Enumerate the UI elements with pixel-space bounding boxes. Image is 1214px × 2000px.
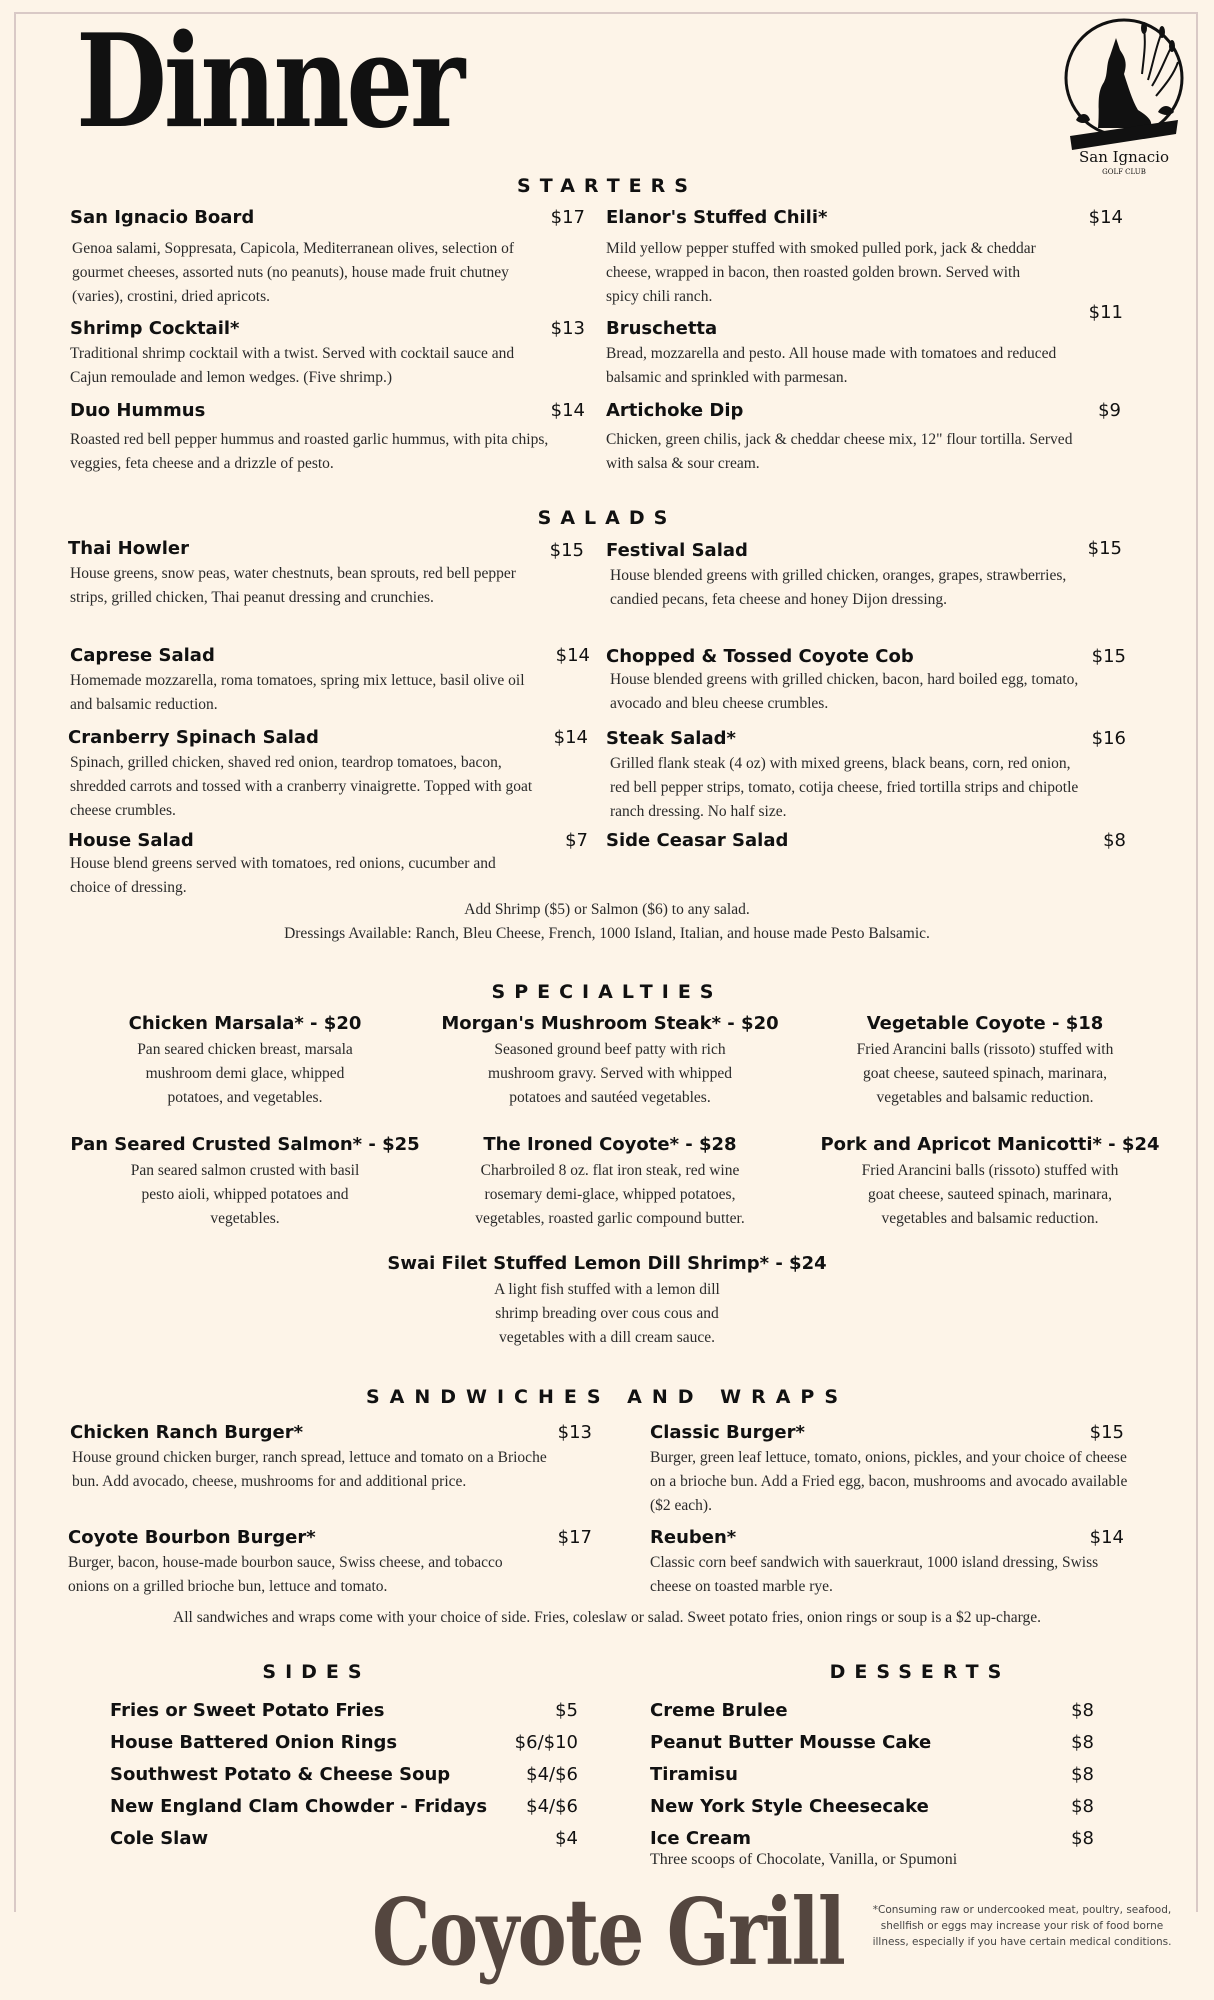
item-name: Peanut Butter Mousse Cake bbox=[650, 1732, 932, 1753]
item-description: House blended greens with grilled chicken, bacon, hard boiled egg, tomato, avocado and bleu cheese crumbles. bbox=[610, 671, 1079, 712]
svg-text:San Ignacio: San Ignacio bbox=[1078, 148, 1170, 166]
item-name: Reuben* bbox=[650, 1527, 737, 1548]
item-name: Creme Brulee bbox=[650, 1700, 788, 1721]
item-description: House ground chicken burger, ranch spread, lettuce and tomato on a Brioche bun. Add avocado, cheese, mushrooms for and additional price. bbox=[72, 1449, 547, 1490]
item-price: $6/$10 bbox=[514, 1732, 578, 1753]
specialty-item bbox=[357, 1253, 857, 1350]
item-description: House greens, snow peas, water chestnuts, bean sprouts, red bell pepper strips, grilled chicken, Thai peanut dressing and crunchies. bbox=[70, 565, 516, 606]
item-description: Chicken, green chilis, jack & cheddar cheese mix, 12" flour tortilla. Served with salsa & sour cream. bbox=[606, 431, 1073, 472]
item-name: Ice Cream bbox=[650, 1828, 752, 1849]
item-description: Grilled flank steak (4 oz) with mixed greens, black beans, corn, red onion, red bell pepper strips, tomato, cotija cheese, fried tortilla strips and chipotle ranch dressing. No half size. bbox=[610, 755, 1079, 820]
item-description: Burger, bacon, house-made bourbon sauce, Swiss cheese, and tobacco onions on a grilled brioche bun, lettuce and tomato. bbox=[68, 1554, 503, 1595]
specialty-item bbox=[815, 1013, 1155, 1110]
item-description: Burger, green leaf lettuce, tomato, onions, pickles, and your choice of cheese on a brioche bun. Add a Fried egg, bacon, mushrooms and avocado available ($2 each). bbox=[650, 1449, 1128, 1514]
section-heading-sides: SIDES bbox=[262, 1661, 371, 1683]
item-price: $5 bbox=[555, 1700, 578, 1721]
item-description: House blend greens served with tomatoes, red onions, cucumber and choice of dressing. bbox=[70, 855, 496, 896]
item-name: New York Style Cheesecake bbox=[650, 1796, 929, 1817]
item-description: A light fish stuffed with a lemon dill shrimp breading over cous cous and vegetables with a dill cream sauce. bbox=[494, 1281, 720, 1346]
item-price: $14 bbox=[1089, 1527, 1124, 1548]
item-name: Caprese Salad bbox=[70, 645, 215, 666]
item-name: Fries or Sweet Potato Fries bbox=[110, 1700, 385, 1721]
item-name: House Salad bbox=[68, 830, 194, 851]
section-heading-specialties: SPECIALTIES bbox=[491, 981, 723, 1003]
item-price: $15 bbox=[1091, 646, 1126, 667]
food-safety-disclaimer: *Consuming raw or undercooked meat, poultry, seafood, shellfish or eggs may increase your risk of food borne illness, especially if you have certain medical conditions. bbox=[872, 1904, 1172, 1948]
specialty-item bbox=[430, 1013, 790, 1110]
item-name: Vegetable Coyote - $18 bbox=[866, 1013, 1104, 1034]
item-price: $8 bbox=[1071, 1796, 1094, 1817]
item-name: Chicken Ranch Burger* bbox=[70, 1422, 304, 1443]
item-price: $4/$6 bbox=[526, 1796, 578, 1817]
item-price: $14 bbox=[1088, 207, 1123, 228]
item-description: Pan seared chicken breast, marsala mushroom demi glace, whipped potatoes, and vegetables. bbox=[137, 1041, 353, 1106]
item-price: $11 bbox=[1088, 302, 1123, 323]
item-name: Festival Salad bbox=[606, 540, 748, 561]
item-price: $17 bbox=[550, 207, 585, 228]
item-name: Chopped & Tossed Coyote Cob bbox=[606, 646, 914, 667]
svg-text:GOLF CLUB: GOLF CLUB bbox=[1102, 168, 1146, 176]
list-item bbox=[110, 1796, 578, 1828]
san-ignacio-logo bbox=[1058, 16, 1188, 176]
item-description: Pan seared salmon crusted with basil pesto aioli, whipped potatoes and vegetables. bbox=[130, 1162, 360, 1227]
item-name: Cole Slaw bbox=[110, 1828, 209, 1849]
item-price: $4/$6 bbox=[526, 1764, 578, 1785]
item-price: $14 bbox=[555, 645, 590, 666]
item-description: Bread, mozzarella and pesto. All house made with tomatoes and reduced balsamic and sprinkled with parmesan. bbox=[606, 345, 1057, 386]
item-name: Cranberry Spinach Salad bbox=[68, 727, 319, 748]
item-price: $15 bbox=[1087, 538, 1122, 559]
list-item bbox=[110, 1732, 578, 1764]
list-item bbox=[110, 1828, 578, 1860]
item-description: Roasted red bell pepper hummus and roasted garlic hummus, with pita chips, veggies, feta cheese and a drizzle of pesto. bbox=[70, 431, 549, 472]
list-item bbox=[650, 1732, 1094, 1764]
item-price: $9 bbox=[1098, 400, 1121, 421]
item-price: $8 bbox=[1071, 1764, 1094, 1785]
item-name: Pork and Apricot Manicotti* - $24 bbox=[820, 1134, 1160, 1155]
item-price: $17 bbox=[557, 1527, 592, 1548]
item-description: Three scoops of Chocolate, Vanilla, or Spumoni bbox=[650, 1851, 958, 1868]
item-price: $4 bbox=[555, 1828, 578, 1849]
item-price: $7 bbox=[565, 830, 588, 851]
item-name: Side Ceasar Salad bbox=[606, 830, 789, 851]
item-description: Fried Arancini balls (rissoto) stuffed with goat cheese, sauteed spinach, marinara, vegetables and balsamic reduction. bbox=[861, 1162, 1119, 1227]
item-name: Classic Burger* bbox=[650, 1422, 805, 1443]
specialty-item bbox=[815, 1134, 1165, 1231]
item-name: Steak Salad* bbox=[606, 728, 736, 749]
item-name: Elanor's Stuffed Chili* bbox=[606, 207, 828, 228]
item-price: $8 bbox=[1071, 1828, 1094, 1849]
item-description: Traditional shrimp cocktail with a twist. Served with cocktail sauce and Cajun remoulade and lemon wedges. (Five shrimp.) bbox=[70, 345, 515, 386]
list-item bbox=[110, 1764, 578, 1796]
item-name: The Ironed Coyote* - $28 bbox=[483, 1134, 737, 1155]
item-description: House blended greens with grilled chicken, oranges, grapes, strawberries, candied pecans, feta cheese and honey Dijon dressing. bbox=[610, 567, 1067, 608]
item-price: $15 bbox=[549, 540, 584, 561]
item-description: Charbroiled 8 oz. flat iron steak, red wine rosemary demi-glace, whipped potatoes, vegetables, roasted garlic compound butter. bbox=[475, 1162, 745, 1227]
list-item bbox=[110, 1700, 578, 1732]
item-name: San Ignacio Board bbox=[70, 207, 255, 228]
desserts-list bbox=[650, 1700, 1094, 1870]
item-name: Artichoke Dip bbox=[606, 400, 744, 421]
item-description: Genoa salami, Soppresata, Capicola, Mediterranean olives, selection of gourmet cheeses, assorted nuts (no peanuts), house made fruit chutney (varies), crostini, dried apricots. bbox=[72, 240, 515, 305]
item-name: Southwest Potato & Cheese Soup bbox=[110, 1764, 451, 1785]
item-name: Bruschetta bbox=[606, 318, 718, 339]
item-name: Duo Hummus bbox=[70, 400, 206, 421]
item-price: $8 bbox=[1071, 1732, 1094, 1753]
item-description: Homemade mozzarella, roma tomatoes, spring mix lettuce, basil olive oil and balsamic reduction. bbox=[70, 672, 525, 713]
specialty-item bbox=[70, 1134, 420, 1231]
section-heading-desserts: DESSERTS bbox=[829, 1661, 1011, 1683]
item-price: $14 bbox=[553, 727, 588, 748]
item-price: $8 bbox=[1071, 1700, 1094, 1721]
item-price: $14 bbox=[550, 400, 585, 421]
item-name: Tiramisu bbox=[650, 1764, 738, 1785]
section-heading-sandwiches: SANDWICHES AND WRAPS bbox=[365, 1386, 849, 1408]
coyote-howling-icon bbox=[1058, 16, 1188, 176]
item-price: $15 bbox=[1089, 1422, 1124, 1443]
brand-wordmark: Coyote Grill bbox=[372, 1878, 845, 1986]
dressings-note: Dressings Available: Ranch, Bleu Cheese, French, 1000 Island, Italian, and house made Pesto Balsamic. bbox=[284, 925, 930, 942]
item-name: New England Clam Chowder - Fridays bbox=[110, 1796, 488, 1817]
list-item bbox=[650, 1700, 1094, 1732]
list-item bbox=[650, 1796, 1094, 1828]
item-description: Seasoned ground beef patty with rich mushroom gravy. Served with whipped potatoes and sautéed vegetables. bbox=[488, 1041, 732, 1106]
item-price: $8 bbox=[1103, 830, 1126, 851]
list-item bbox=[650, 1764, 1094, 1796]
list-item bbox=[650, 1828, 1094, 1850]
item-name: House Battered Onion Rings bbox=[110, 1732, 398, 1753]
item-price: $13 bbox=[550, 318, 585, 339]
specialty-item bbox=[430, 1134, 790, 1231]
sides-list bbox=[110, 1700, 578, 1860]
item-name: Swai Filet Stuffed Lemon Dill Shrimp* - $24 bbox=[387, 1253, 827, 1274]
item-description: Mild yellow pepper stuffed with smoked pulled pork, jack & cheddar cheese, wrapped in bacon, then roasted golden brown. Served with spicy chili ranch. bbox=[606, 240, 1036, 305]
item-name: Shrimp Cocktail* bbox=[70, 318, 240, 339]
item-description: Spinach, grilled chicken, shaved red onion, teardrop tomatoes, bacon, shredded carrots and tossed with a cranberry vinaigrette. Topped with goat cheese crumbles. bbox=[70, 754, 533, 819]
item-name: Coyote Bourbon Burger* bbox=[68, 1527, 316, 1548]
item-price: $13 bbox=[557, 1422, 592, 1443]
item-name: Morgan's Mushroom Steak* - $20 bbox=[441, 1013, 779, 1034]
section-heading-salads: SALADS bbox=[537, 507, 677, 529]
item-name: Chicken Marsala* - $20 bbox=[128, 1013, 362, 1034]
section-heading-starters: STARTERS bbox=[517, 175, 697, 197]
menu-title: Dinner bbox=[76, 7, 462, 157]
item-description: Classic corn beef sandwich with sauerkraut, 1000 island dressing, Swiss cheese on toasted marble rye. bbox=[650, 1554, 1099, 1595]
item-description: Fried Arancini balls (rissoto) stuffed with goat cheese, sauteed spinach, marinara, vegetables and balsamic reduction. bbox=[856, 1041, 1114, 1106]
item-price: $16 bbox=[1091, 728, 1126, 749]
item-name: Pan Seared Crusted Salmon* - $25 bbox=[70, 1134, 420, 1155]
sandwich-side-note: All sandwiches and wraps come with your choice of side. Fries, coleslaw or salad. Sweet potato fries, onion rings or soup is a $2 up-charge. bbox=[173, 1609, 1041, 1626]
item-name: Thai Howler bbox=[68, 538, 189, 559]
salad-addon-note: Add Shrimp ($5) or Salmon ($6) to any salad. bbox=[464, 901, 750, 918]
specialty-item bbox=[80, 1013, 410, 1110]
